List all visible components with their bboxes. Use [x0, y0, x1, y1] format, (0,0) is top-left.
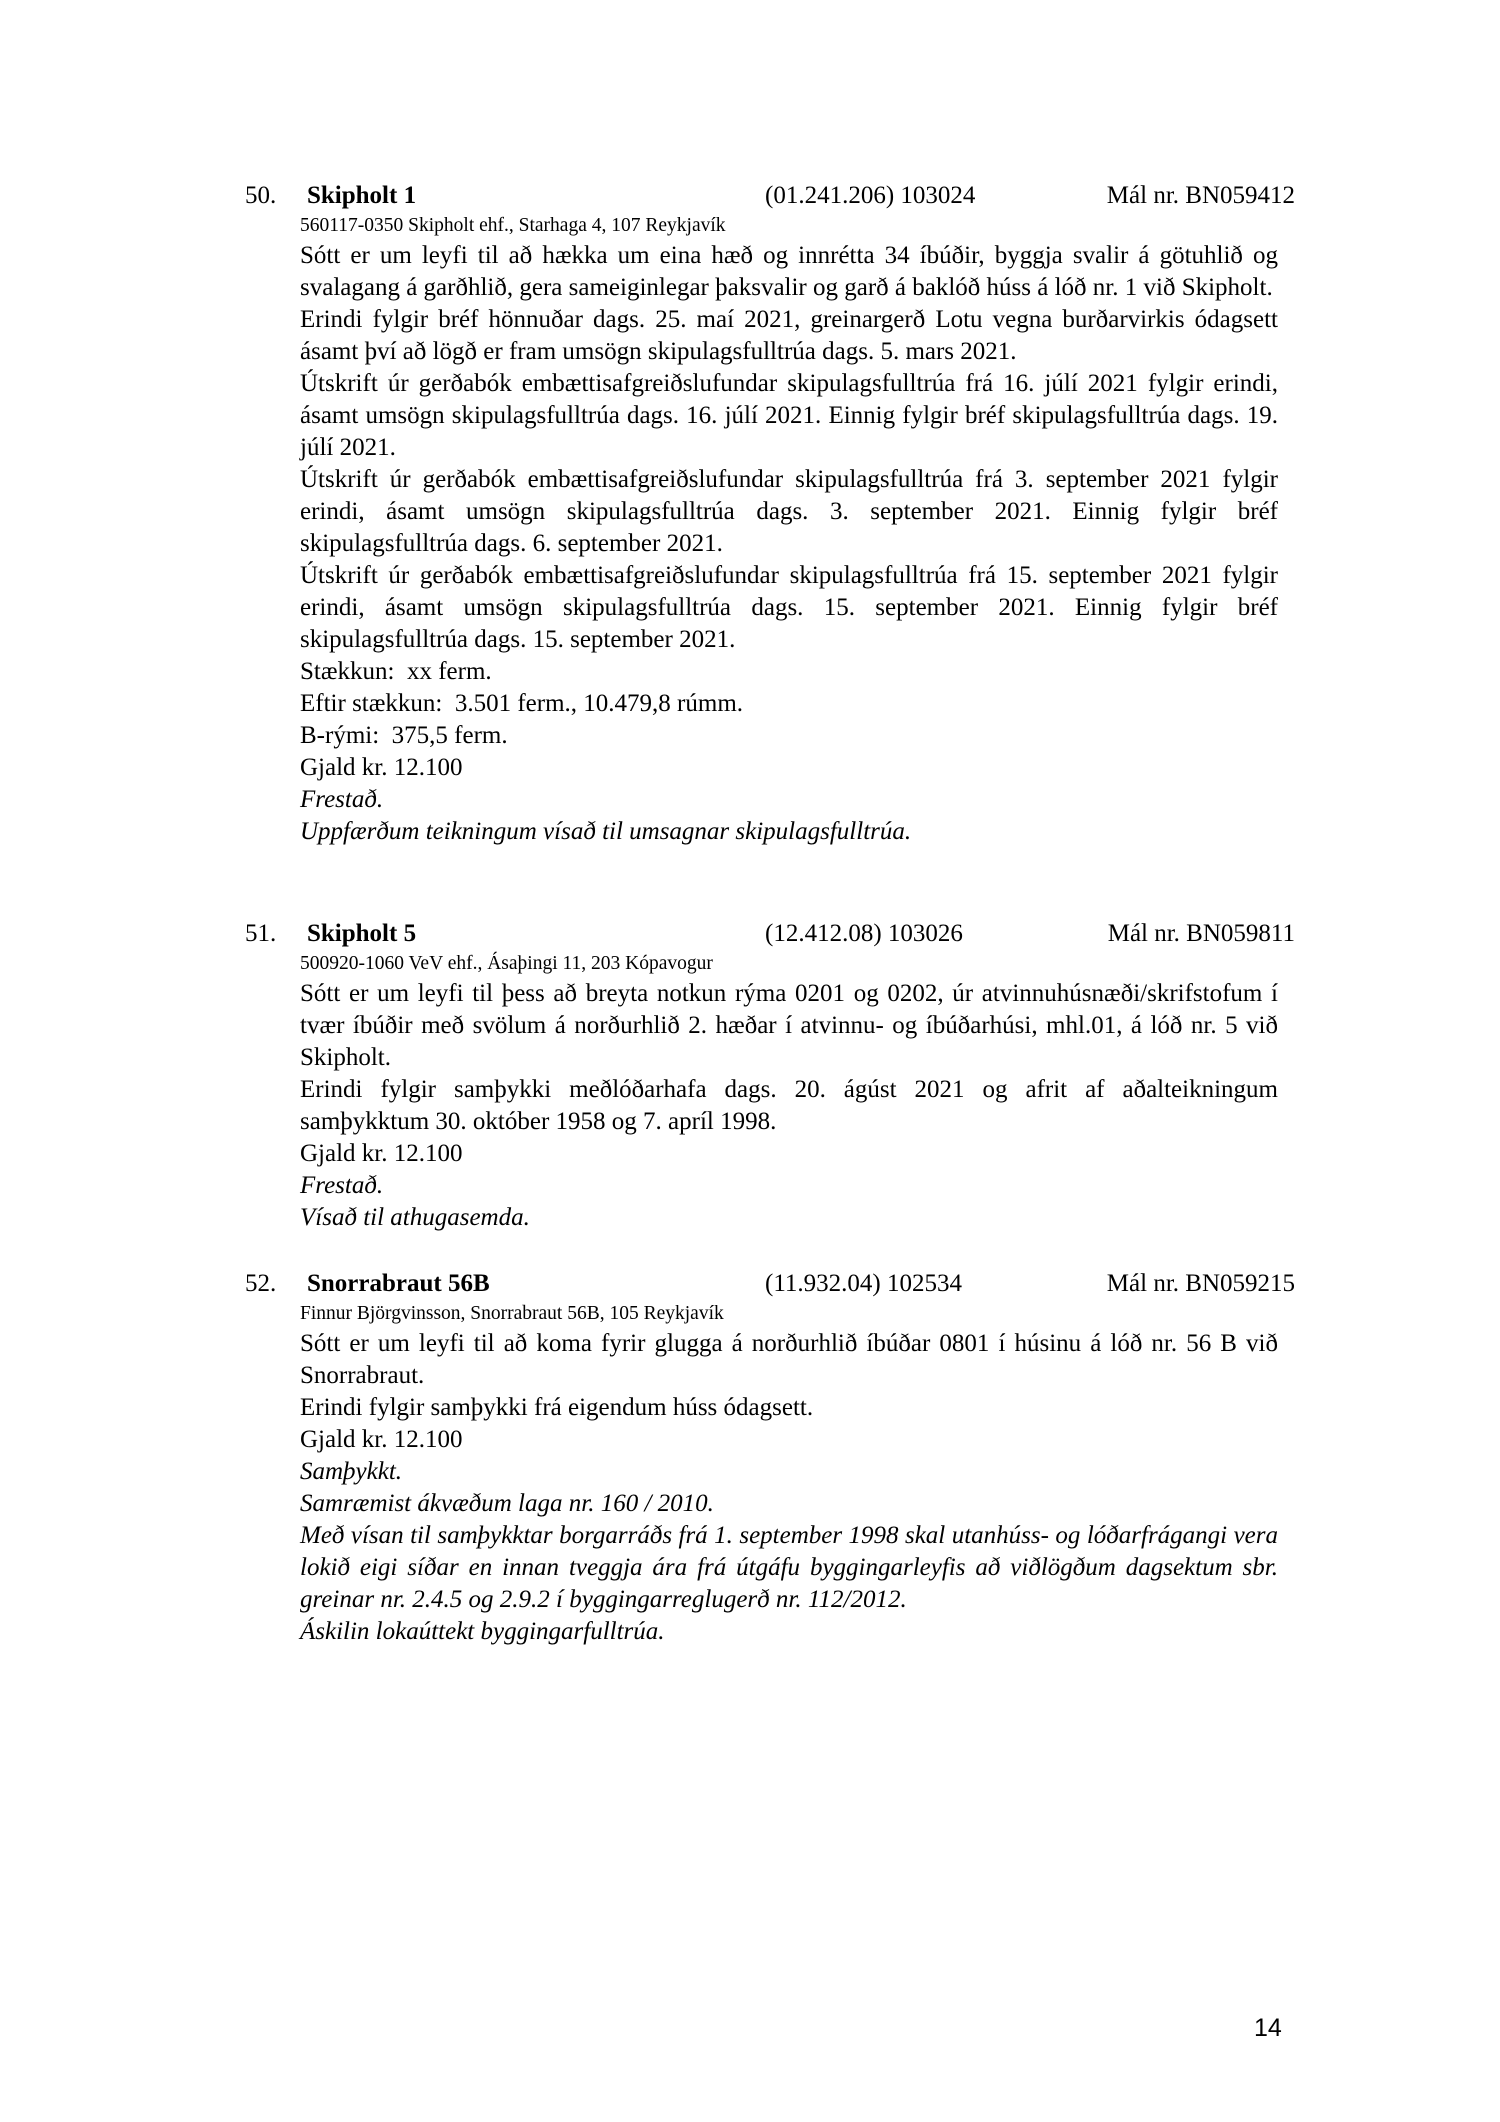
- case-header: [245, 180, 1295, 212]
- case-title: Snorrabraut 56B: [307, 1270, 490, 1297]
- stat-line: B-rými: 375,5 ferm.: [300, 722, 508, 749]
- case-reference: (12.412.08) 103026: [765, 920, 963, 947]
- decision-line: Frestað.: [300, 786, 384, 813]
- description-paragraph: Erindi fylgir samþykki meðlóðarhafa dags. 20. ágúst 2021 og afrit af aðalteikningum samþykktum 30. október 1958 og 7. apríl 1998.: [300, 1076, 1278, 1135]
- case-mal-number: Mál nr. BN059412: [1106, 182, 1295, 209]
- decision-line: Uppfærðum teikningum vísað til umsagnar skipulagsfulltrúa.: [300, 818, 912, 845]
- decision-line: Vísað til athugasemda.: [300, 1204, 530, 1231]
- applicant: Finnur Björgvinsson, Snorrabraut 56B, 105 Reykjavík: [300, 1303, 724, 1324]
- stat-line: Eftir stækkun: 3.501 ferm., 10.479,8 rúmm.: [300, 690, 744, 717]
- case-mal-number: Mál nr. BN059811: [1107, 920, 1295, 947]
- case-reference: (11.932.04) 102534: [765, 1270, 962, 1297]
- description-paragraph: Útskrift úr gerðabók embættisafgreiðslufundar skipulagsfulltrúa frá 3. september 2021 fylgir erindi, ásamt umsögn skipulagsfulltrúa dags. 3. september 2021. Einnig fylgir bréf skipulagsfulltrúa dags. 6. september 2021.: [300, 466, 1278, 557]
- decision-line: Samræmist ákvæðum laga nr. 160 / 2010.: [300, 1490, 714, 1517]
- case-title: Skipholt 1: [307, 182, 417, 209]
- case-mal-number: Mál nr. BN059215: [1106, 1270, 1295, 1297]
- case-body: [300, 1300, 1278, 1648]
- fee-line: Gjald kr. 12.100: [300, 754, 463, 781]
- case-number: 52.: [245, 1270, 277, 1297]
- fee-line: Gjald kr. 12.100: [300, 1426, 463, 1453]
- decision-line: Áskilin lokaúttekt byggingarfulltrúa.: [300, 1618, 665, 1645]
- page-number: 14: [1254, 2014, 1282, 2042]
- case-number: 51.: [245, 920, 277, 947]
- case-number: 50.: [245, 182, 277, 209]
- fee-line: Gjald kr. 12.100: [300, 1140, 463, 1167]
- description-paragraph: Sótt er um leyfi til þess að breyta notkun rýma 0201 og 0202, úr atvinnuhúsnæði/skrifstofum í tvær íbúðir með svölum á norðurhlið 2. hæðar í atvinnu- og íbúðarhúsi, mhl.01, á lóð nr. 5 við Skipholt.: [300, 980, 1278, 1071]
- case-reference: (01.241.206) 103024: [765, 182, 976, 209]
- case-body: [300, 212, 1278, 848]
- case-52: [245, 1268, 1295, 1648]
- description-paragraph: Sótt er um leyfi til að hækka um eina hæð og innrétta 34 íbúðir, byggja svalir á götuhlið og svalagang á garðhlið, gera sameiginlegar þaksvalir og garð á baklóð húss á lóð nr. 1 við Skipholt.: [300, 242, 1278, 301]
- decision-line: Frestað.: [300, 1172, 384, 1199]
- stat-line: Stækkun: xx ferm.: [300, 658, 492, 685]
- case-51: [245, 918, 1295, 1234]
- applicant: 500920-1060 VeV ehf., Ásaþingi 11, 203 Kópavogur: [300, 953, 713, 974]
- case-header: [245, 918, 1295, 950]
- case-header: [245, 1268, 1295, 1300]
- description-paragraph: Útskrift úr gerðabók embættisafgreiðslufundar skipulagsfulltrúa frá 15. september 2021 fylgir erindi, ásamt umsögn skipulagsfulltrúa dags. 15. september 2021. Einnig fylgir bréf skipulagsfulltrúa dags. 15. september 2021.: [300, 562, 1278, 653]
- applicant: 560117-0350 Skipholt ehf., Starhaga 4, 107 Reykjavík: [300, 215, 726, 236]
- description-paragraph: Útskrift úr gerðabók embættisafgreiðslufundar skipulagsfulltrúa frá 16. júlí 2021 fylgir erindi, ásamt umsögn skipulagsfulltrúa dags. 16. júlí 2021. Einnig fylgir bréf skipulagsfulltrúa dags. 19. júlí 2021.: [300, 370, 1278, 461]
- description-paragraph: Erindi fylgir bréf hönnuðar dags. 25. maí 2021, greinargerð Lotu vegna burðarvirkis ódagsett ásamt því að lögð er fram umsögn skipulagsfulltrúa dags. 5. mars 2021.: [300, 306, 1278, 365]
- description-paragraph: Erindi fylgir samþykki frá eigendum húss ódagsett.: [300, 1394, 814, 1421]
- case-title: Skipholt 5: [307, 920, 417, 947]
- decision-line: Með vísan til samþykktar borgarráðs frá 1. september 1998 skal utanhúss- og lóðarfrágangi vera lokið eigi síðar en innan tveggja ára frá útgáfu byggingarleyfis að viðlögðum dagsektum sbr. greinar nr. 2.4.5 og 2.9.2 í byggingarreglugerð nr. 112/2012.: [300, 1522, 1278, 1613]
- case-50: [245, 180, 1295, 848]
- case-body: [300, 950, 1278, 1234]
- description-paragraph: Sótt er um leyfi til að koma fyrir glugga á norðurhlið íbúðar 0801 í húsinu á lóð nr. 56 B við Snorrabraut.: [300, 1330, 1278, 1389]
- decision-line: Samþykkt.: [300, 1458, 403, 1485]
